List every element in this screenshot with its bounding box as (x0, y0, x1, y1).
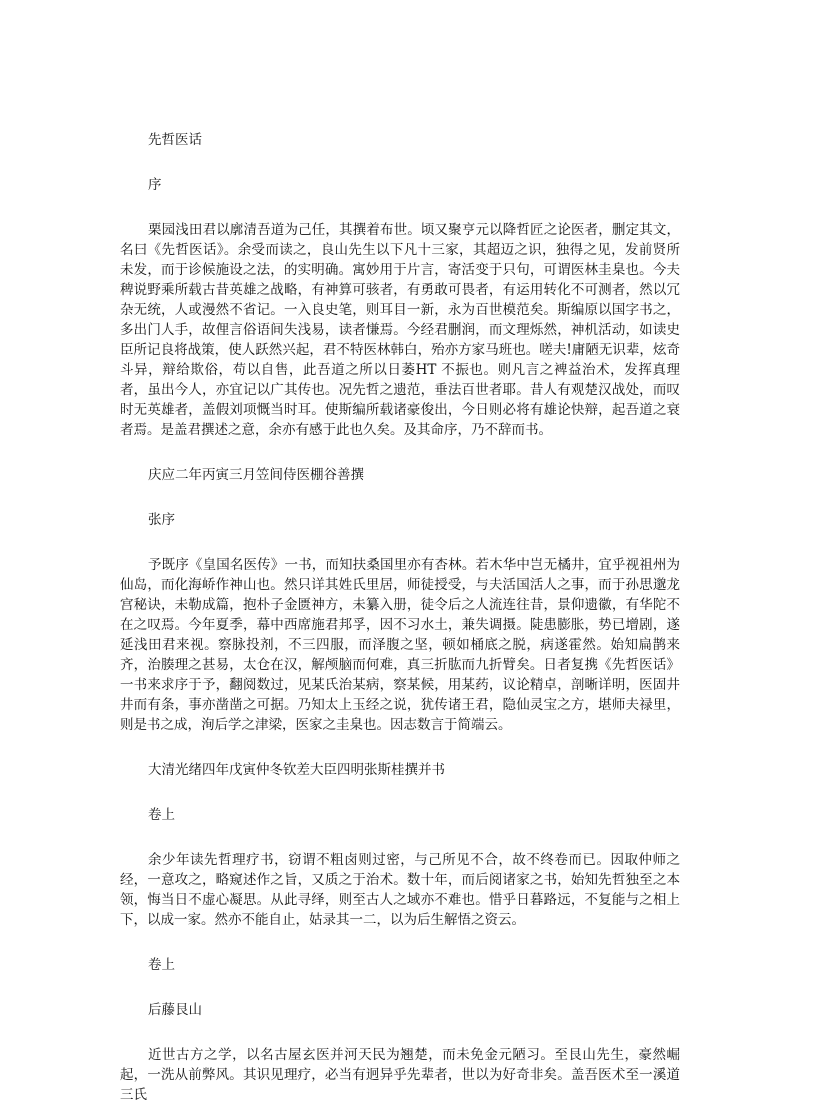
section-heading-zhang-preface: 张序 (148, 512, 175, 528)
author-heading-goto-gonzan: 后藤艮山 (148, 1002, 202, 1018)
zhang-preface-signature: 大清光绪四年戊寅仲冬钦差大臣四明张斯桂撰并书 (148, 762, 445, 778)
preface-paragraph: 栗园浅田君以廓清吾道为己任，其撰着布世。顷又聚亨元以降哲匠之论医者，删定其文，名曰《先哲医话》。余受而读之，良山先生以下凡十三家，其超迈之识，独得之见，发前贤所未发，而于诊候施设之法，的实明确。寓妙用于片言，寄活变于只句，可谓医林圭臬也。今夫稗说野乘所载古昔英雄之战略，有神算可骇者，有勇敢可畏者，有运用转化不可测者，然以冗杂无统，人或漫然不省记。一入良史笔，则耳目一新，永为百世模范矣。斯编原以国字书之，多出门人手，故俚言俗语间失浅易，读者慊焉。今经君删润，而文理烁然，神机活动，如读史臣所记良将战策，使人跃然兴起，君不特医林韩白，殆亦方家马班也。嗟夫!庸陋无识辈，炫奇斗异，辩给欺俗，苟以自售，此吾道之所以日萎HT 不振也。则凡言之裨益治术，发挥真理者，虽出今人，亦宜记以广其传也。况先哲之遗范，垂法百世者耶。昔人有观楚汉战处，而叹时无英雄者，盖假刘项慨当时耳。使斯编所载诸豪俊出，今日则必将有雄论快辩，起吾道之衰者焉。是盖君撰述之意，余亦有感于此也久矣。及其命序，乃不辞而书。 (120, 222, 680, 438)
section-heading-preface: 序 (148, 177, 162, 193)
preface-signature: 庆应二年丙寅三月笠间侍医棚谷善撰 (148, 467, 364, 483)
goto-gonzan-paragraph: 近世古方之学，以名古屋玄医并河天民为翘楚，而未免金元陋习。至艮山先生，豪然崛起，一洗从前弊风。其识见理疗，必当有迥异乎先辈者，世以为好奇非矣。盖吾医术至一溪道三氏 (120, 1047, 680, 1103)
section-heading-volume-1-repeat: 卷上 (148, 957, 175, 973)
volume-intro-paragraph: 余少年读先哲理疗书，窃谓不粗卤则过密，与己所见不合，故不终卷而已。因取仲师之经，一意攻之，略窥述作之旨，又质之于治术。数十年，而后阅诸家之书，始知先哲独至之本领，悔当日不虚心凝思。从此寻绎，则至古人之域亦不难也。惜乎日暮路远，不复能与之相上下，以成一家。然亦不能自止，姑录其一二，以为后生解悟之资云。 (120, 852, 680, 928)
document-title: 先哲医话 (148, 132, 202, 148)
document-body (120, 175, 680, 1105)
section-heading-volume-1: 卷上 (148, 807, 175, 823)
zhang-preface-paragraph: 予既序《皇国名医传》一书，而知扶桑国里亦有杏林。若木华中岂无橘井，宜乎视祖州为仙岛，而化海峤作神山也。然只详其姓氏里居，师徒授受，与夫活国活人之事，而于孙思邈龙宫秘诀，未勒成篇，抱朴子金匮神方，未纂入册，徒令后之人流连往昔，景仰遗徽，有华陀不在之叹焉。今年夏季，幕中西席施君邦孚，因不习水土，兼失调摄。陡患膨胀，势已增剧，遂延浅田君来视。察脉投剂，不三四服，而泽腹之坚，顿如桶底之脱，病遂霍然。始知扁鹊来齐，治腠理之甚易，太仓在汉，解颅脑而何难，真三折肱而九折臂矣。日者复携《先哲医话》一书来求序于予，翻阅数过，见某氏治某病，察某候，用某药，议论精卓，剖晰详明，医固井井而有条，事亦凿凿之可据。乃知太上玉经之说，犹传诸王君，隐仙灵宝之方，堪师夫禄里，则是书之成，洵后学之津梁，医家之圭臬也。因志数言于简端云。 (120, 557, 680, 733)
